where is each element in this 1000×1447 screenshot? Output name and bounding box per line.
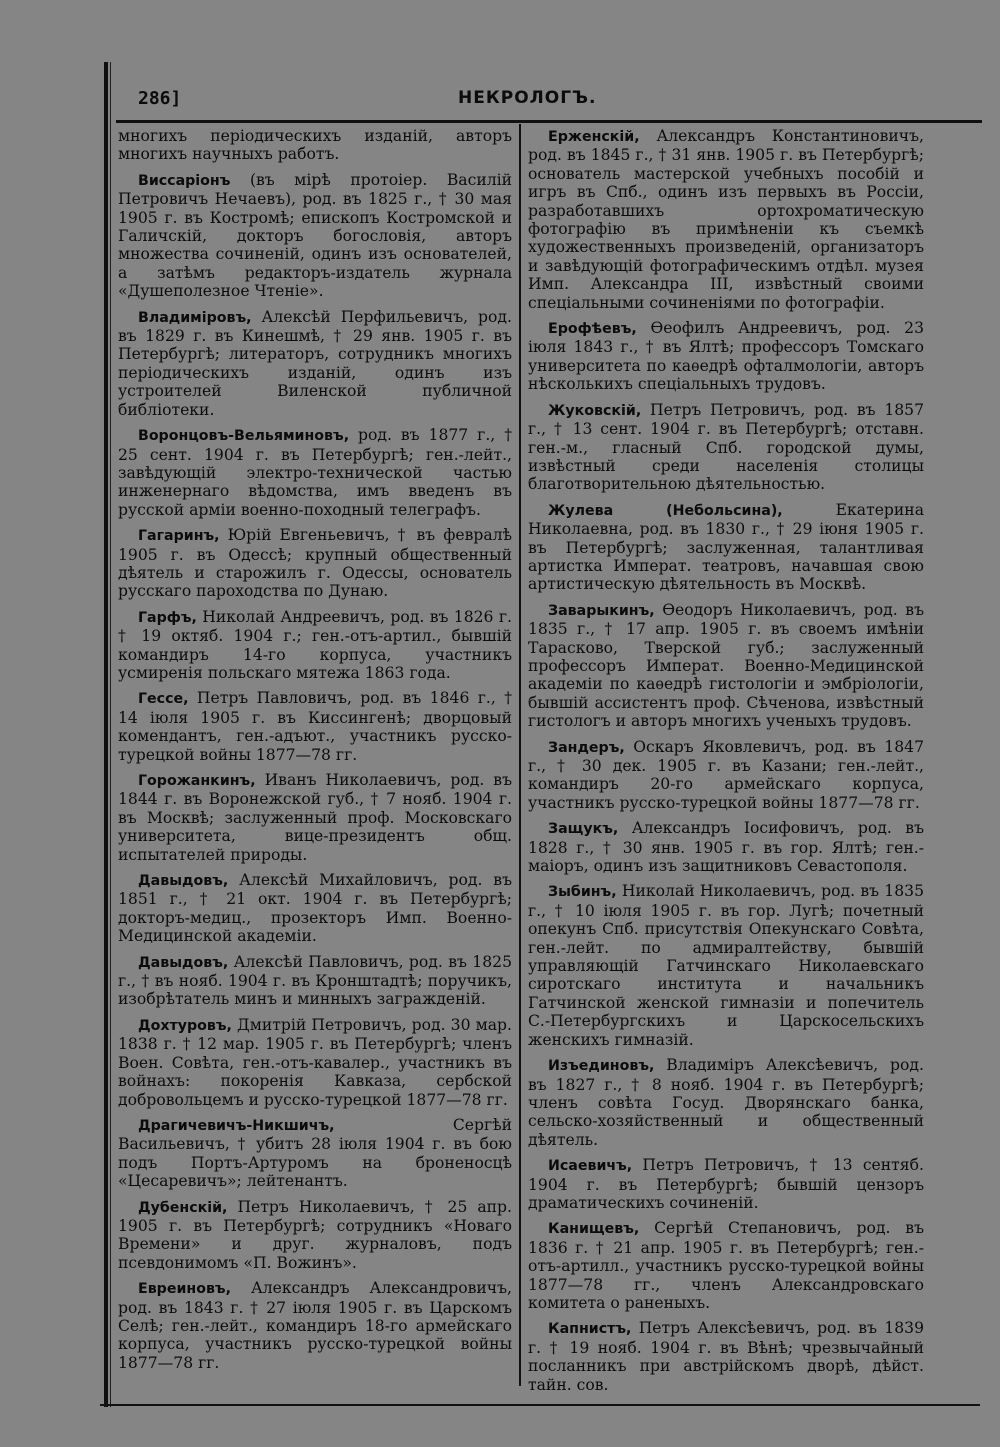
obituary-entry: [528, 127, 924, 312]
entry-name: Исаевичъ,: [548, 1158, 633, 1175]
entry-name: Владиміровъ,: [138, 309, 252, 326]
page-number: 286]: [138, 88, 182, 109]
obituary-entry: [528, 601, 924, 731]
entry-name: Ерофѣевъ,: [548, 321, 637, 338]
obituary-entry: [118, 689, 512, 764]
entry-text: Сергѣй Васильевичъ, † убитъ 28 іюля 1904 г. въ бою подъ Портъ-Артуромъ на броненосцѣ «Цесаревичъ»; лейтенантъ.: [118, 1115, 512, 1191]
obituary-entry: [528, 819, 924, 875]
left-border-rule-thin: [110, 62, 111, 1407]
left-column: [118, 127, 512, 1379]
entry-text: Александръ Александровичъ, род. въ 1843 г. † 27 іюля 1905 г. въ Царскомъ Селѣ; ген.-лейт., командиръ 18-го армейскаго корпуса, участникъ русско-турецкой войны 1877—78 гг.: [118, 1279, 512, 1372]
entry-text: Екатерина Николаевна, род. въ 1830 г., † 29 іюня 1905 г. въ Петербургѣ; заслуженная, талантливая артистка Императ. театровъ, начавшая свою артистическую дѣятельность въ Москвѣ.: [528, 500, 924, 594]
entry-name: Жулева (Небольсина),: [548, 502, 783, 519]
entry-name: Давыдовъ,: [138, 873, 229, 890]
obituary-entry: [118, 308, 512, 419]
obituary-entry: [118, 608, 512, 683]
obituary-entry: [528, 1219, 924, 1312]
entry-text: Николай Николаевичъ, род. въ 1835 г., † 10 іюля 1905 г. въ гор. Лугѣ; почетный опекунъ Спб. присутствія Опекунскаго Совѣта, ген.-лейт. по адмиралтейству, бывшій управляющій Гатчинскаго Николаевскаго сиротскаго института и начальникъ Гатчинской женской гимназіи и попечитель С.-Петербургскихъ и Царскосельскихъ женскихъ гимназій.: [528, 882, 924, 1049]
entry-text: многихъ періодическихъ изданій, авторъ многихъ научныхъ работъ.: [118, 127, 512, 164]
running-title: НЕКРОЛОГЪ.: [458, 88, 597, 108]
entry-name: Защукъ,: [548, 821, 619, 838]
obituary-entry: [528, 501, 924, 594]
obituary-entry: [118, 871, 512, 946]
entry-name: Гессе,: [138, 691, 189, 708]
entry-name: Евреиновъ,: [138, 1281, 231, 1298]
entry-text: Ѳеофилъ Андреевичъ, род. 23 іюля 1843 г., † въ Ялтѣ; профессоръ Томскаго университета по каѳедрѣ офталмологіи, авторъ нѣсколькихъ спеціальныхъ трудовъ.: [528, 319, 924, 394]
entry-name: Ерженскій,: [548, 129, 640, 145]
obituary-entry: [118, 171, 512, 301]
obituary-entry: [528, 738, 924, 813]
entry-text: Иванъ Николаевичъ, род. въ 1844 г. въ Воронежской губ., † 7 нояб. 1904 г. въ Москвѣ; заслуженный проф. Московскаго университета, вице-президентъ общ. испытателей природы.: [118, 771, 512, 864]
entry-text: Юрій Евгеньевичъ, † въ февралѣ 1905 г. въ Одессѣ; крупный общественный дѣятель и старожилъ г. Одессы, основатель русскаго пароходства по Дунаю.: [118, 526, 512, 601]
entry-text: Александръ Іосифовичъ, род. въ 1828 г., † 30 янв. 1905 г. въ гор. Ялтѣ; ген.-маіоръ, одинъ изъ защитниковъ Севастополя.: [528, 819, 924, 876]
entry-text: Алексѣй Павловичъ, род. въ 1825 г., † въ нояб. 1904 г. въ Кронштадтѣ; поручикъ, изобрѣтатель минъ и минныхъ загражденій.: [118, 952, 512, 1009]
entry-text: (въ мірѣ протоіер. Василій Петровичъ Нечаевъ), род. въ 1825 г., † 30 мая 1905 г. въ Костромѣ; епископъ Костромской и Галичскій, докторъ богословія, авторъ множества сочиненій, одинъ изъ основателей, а затѣмъ редакторъ-издатель журнала «Душеполезное Чтеніе».: [118, 170, 512, 301]
entry-text: род. въ 1877 г., † 25 сент. 1904 г. въ Петербургѣ; ген.-лейт., завѣдующій электро-технической частью инженернаго вѣдомства, имъ введенъ въ русской арміи военно-походный телеграфъ.: [118, 426, 512, 519]
obituary-entry: [118, 771, 512, 864]
obituary-entry: [118, 127, 512, 164]
entry-text: Алексѣй Перфильевичъ, род. въ 1829 г. въ Кинешмѣ, † 29 янв. 1905 г. въ Петербургѣ; литераторъ, сотрудникъ многихъ періодическихъ изданій, одинъ изъ устроителей Виленской публичной библіотеки.: [118, 307, 512, 419]
entry-text: Владиміръ Алексѣевичъ, род. въ 1827 г., † 8 нояб. 1904 г. въ Петербургѣ; членъ совѣта Госуд. Дворянскаго банка, сельско-хозяйственный и общественный дѣятель.: [528, 1056, 924, 1149]
obituary-entry: [528, 401, 924, 494]
entry-text: Николай Андреевичъ, род. въ 1826 г. † 19 октяб. 1904 г.; ген.-отъ-артил., бывшій командиръ 14-го корпуса, участникъ усмиренія польскаго мятежа 1863 года.: [118, 607, 512, 682]
entry-text: Ѳеодоръ Николаевичъ, род. въ 1835 г., † 17 апр. 1905 г. въ своемъ имѣніи Тарасково, Тверской губ.; заслуженный профессоръ Императ. Военно-Медицинской академіи по каѳедрѣ гистологіи и эмбріологіи, бывшій ассистентъ проф. Сѣченова, извѣстный гистологъ и авторъ многихъ ученыхъ трудовъ.: [528, 600, 924, 731]
obituary-entry: [118, 1198, 512, 1273]
obituary-entry: [118, 953, 512, 1009]
entry-name: Изъединовъ,: [548, 1058, 655, 1075]
entry-text: Дмитрій Петровичъ, род. 30 мар. 1838 г. † 12 мар. 1905 г. въ Петербургѣ; членъ Воен. Совѣта, ген.-отъ-кавалер., участникъ въ войнахъ: покоренія Кавказа, сербской добровольцемъ и русско-турецкой 1877—78 гг.: [118, 1015, 512, 1109]
entry-name: Давыдовъ,: [138, 954, 229, 971]
obituary-entry: [118, 1016, 512, 1109]
obituary-entry: [118, 526, 512, 601]
entry-name: Воронцовъ-Вельяминовъ,: [138, 428, 350, 445]
entry-name: Дохтуровъ,: [138, 1017, 232, 1034]
entry-name: Зыбинъ,: [548, 884, 617, 901]
entry-name: Драгичевичъ-Никшичъ,: [138, 1117, 335, 1134]
entry-name: Заварыкинъ,: [548, 602, 655, 619]
left-border-rule: [104, 62, 108, 1407]
page-header: [118, 88, 978, 114]
entry-text: Оскаръ Яковлевичъ, род. въ 1847 г., † 30 дек. 1905 г. въ Казани; ген.-лейт., командиръ 20-го армейскаго корпуса, участникъ русско-турецкой войны 1877—78 гг.: [528, 737, 924, 812]
obituary-entry: [528, 1056, 924, 1149]
entry-name: Зандеръ,: [548, 739, 625, 756]
entry-text: Сергѣй Степановичъ, род. въ 1836 г. † 21 апр. 1905 г. въ Петербургѣ; ген.-отъ-артилл., участникъ русско-турецкой войны 1877—78 гг., членъ Александровскаго комитета о раненыхъ.: [528, 1219, 924, 1312]
entry-name: Виссаріонъ: [138, 172, 231, 189]
entry-name: Горожанкинъ,: [138, 773, 256, 789]
obituary-entry: [528, 1156, 924, 1212]
entry-text: Петръ Павловичъ, род. въ 1846 г., † 14 іюля 1905 г. въ Киссингенѣ; дворцовый комендантъ, ген.-адъют., участникъ русско-турецкой войны 1877—78 гг.: [118, 689, 512, 764]
column-divider: [519, 124, 521, 1386]
entry-name: Гарфъ,: [138, 609, 197, 626]
entry-name: Дубенскій,: [138, 1199, 228, 1216]
entry-name: Капнистъ,: [548, 1321, 632, 1338]
right-column: [528, 127, 924, 1401]
header-rule: [116, 120, 982, 123]
entry-name: Канищевъ,: [548, 1221, 640, 1238]
obituary-entry: [528, 1319, 924, 1394]
entry-text: Петръ Алексѣевичъ, род. въ 1839 г. † 19 нояб. 1904 г. въ Вѣнѣ; чрезвычайный посланникъ при австрійскомъ дворѣ, дѣйст. тайн. сов.: [528, 1319, 924, 1394]
obituary-entry: [528, 319, 924, 394]
obituary-entry: [528, 882, 924, 1049]
entry-text: Петръ Петровичъ, род. въ 1857 г., † 13 сент. 1904 г. въ Петербургѣ; отставн. ген.-м., гласный Спб. городской думы, извѣстный среди населенія столицы благотворительною дѣятельностью.: [528, 400, 924, 494]
entry-name: Гагаринъ,: [138, 528, 220, 545]
entry-name: Жуковскій,: [548, 402, 642, 419]
obituary-entry: [118, 426, 512, 519]
footer-rule: [100, 1404, 980, 1406]
obituary-entry: [118, 1116, 512, 1191]
entry-text: Александръ Константиновичъ, род. въ 1845 г., † 31 янв. 1905 г. въ Петербургѣ; основатель мастерской учебныхъ пособій и игръ въ Спб., одинъ изъ первыхъ въ Россіи, разработавшихъ ортохроматическую фотографію въ примѣненіи къ съемкѣ художественныхъ произведеній, организаторъ и завѣдующій фотографическимъ отдѣл. музея Имп. Александра III, извѣстный своими спеціальными сочиненіями по фотографіи.: [528, 127, 924, 312]
entry-text: Петръ Петровичъ, † 13 сентяб. 1904 г. въ Петербургѣ; бывшій цензоръ драматическихъ сочиненій.: [528, 1156, 924, 1212]
entry-text: Алексѣй Михайловичъ, род. въ 1851 г., † 21 окт. 1904 г. въ Петербургѣ; докторъ-медиц., прозекторъ Имп. Военно-Медицинской академіи.: [118, 871, 512, 946]
entry-text: Петръ Николаевичъ, † 25 апр. 1905 г. въ Петербургѣ; сотрудникъ «Новаго Времени» и друг. журналовъ, подъ псевдонимомъ «П. Вожинъ».: [118, 1197, 512, 1272]
obituary-entry: [118, 1279, 512, 1372]
